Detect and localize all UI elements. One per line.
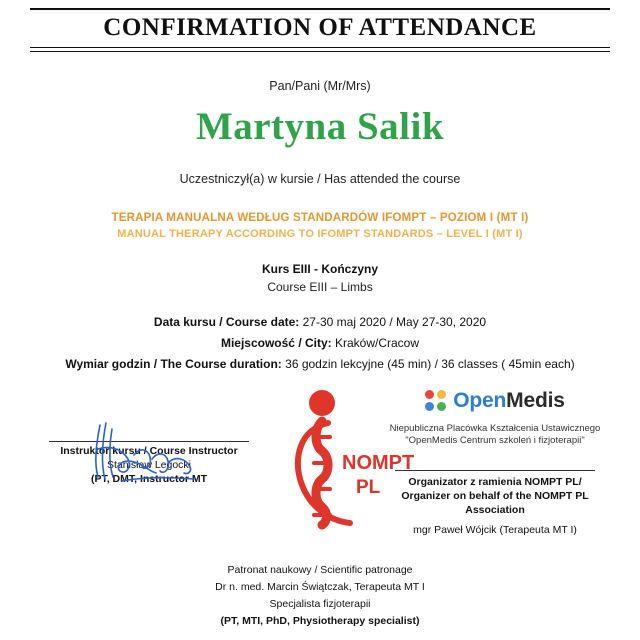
patron-role: Specjalista fizjoterapii	[269, 598, 371, 610]
patron-name: Dr n. med. Marcin Świątczak, Terapeuta MT I	[215, 581, 425, 593]
instructor-signature-icon	[82, 419, 212, 489]
detail-value: 36 godzin lekcyjne (45 min) / 36 classes ( 45min each)	[285, 356, 575, 371]
detail-row	[26, 336, 614, 350]
openmedis-wordmark	[453, 389, 564, 413]
instructor-role: Instruktor kursu / Course Instructor	[60, 444, 238, 457]
course-module-polish: Kurs EIII - Kończyny	[261, 261, 379, 276]
detail-label: Miejscowość / City:	[220, 335, 332, 350]
organizer-role-line-1: Organizator z ramienia NOMPT PL/	[408, 475, 582, 488]
openmedis-brand-prefix: Open	[453, 388, 507, 412]
organizer-signature-line	[395, 470, 595, 471]
course-title-english: MANUAL THERAPY ACCORDING TO IFOMPT STANDARDS – LEVEL I (MT I)	[117, 227, 523, 240]
course-module-english: Course EIII – Limbs	[267, 279, 373, 294]
organizer-subline-2: "OpenMedis Centrum szkoleń i fizjoterapii"	[405, 434, 585, 446]
instructor-block	[44, 441, 254, 485]
header-divider-bottom	[30, 47, 610, 48]
organizer-role-line-2: Organizer on behalf of the NOMPT PL	[401, 489, 589, 502]
course-details	[26, 315, 614, 371]
svg-text:NOMPT: NOMPT	[342, 451, 414, 474]
organizer-block	[382, 389, 608, 537]
organizer-name: mgr Paweł Wójcik (Terapeuta MT I)	[413, 524, 577, 537]
certificate-header	[26, 0, 614, 52]
patronage-label: Patronat naukowy / Scientific patronage	[227, 564, 413, 576]
detail-value: 27-30 maj 2020 / May 27-30, 2020	[302, 314, 487, 329]
course-title-polish: TERAPIA MANUALNA WEDŁUG STANDARDÓW IFOMPT – POZIOM I (MT I)	[111, 211, 529, 224]
signature-band	[26, 389, 614, 559]
header-divider-bottom-secondary	[30, 51, 610, 52]
salutation-text: Pan/Pani (Mr/Mrs)	[269, 78, 371, 93]
detail-label: Data kursu / Course date:	[153, 314, 300, 329]
detail-row	[26, 357, 614, 371]
instructor-name: Stanisław Legocki	[106, 458, 192, 471]
footer-block	[0, 564, 640, 632]
svg-text:PL: PL	[356, 476, 381, 498]
attendance-statement: Uczestniczył(a) w kursie / Has attended the course	[179, 171, 461, 186]
openmedis-dots-icon	[425, 390, 446, 411]
instructor-credentials: (PT, DMT, Instructor MT	[90, 472, 208, 485]
openmedis-logo	[382, 389, 608, 413]
page-title: CONFIRMATION OF ATTENDANCE	[103, 14, 537, 41]
organizer-role-line-3: Association	[465, 504, 525, 517]
patron-credentials: (PT, MTI, PhD, Physiotherapy specialist)	[220, 615, 420, 627]
detail-value: Kraków/Cracow	[335, 335, 420, 350]
detail-row	[26, 315, 614, 329]
openmedis-brand-suffix: Medis	[506, 388, 565, 412]
organizer-subline-1: Niepubliczna Placówka Kształcenia Ustawicznego	[389, 422, 601, 434]
detail-label: Wymiar godzin / The Course duration:	[65, 356, 282, 371]
recipient-name: Martyna Salik	[195, 104, 445, 148]
